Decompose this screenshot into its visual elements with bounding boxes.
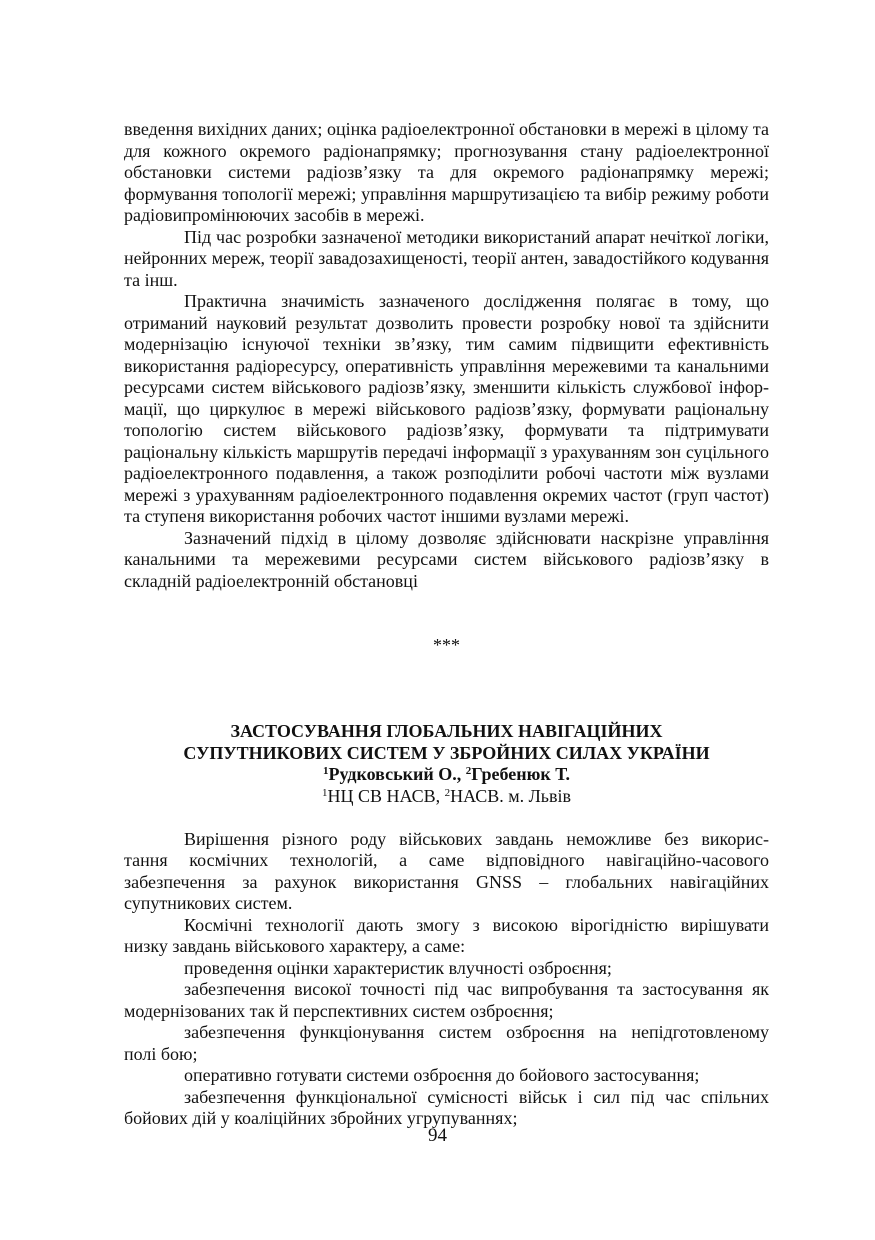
text-line: раціональну кількість маршрутів передачі інформації з урахуванням зон суцільного — [124, 441, 769, 462]
text-line: проведення оцінки характеристик влучності озброєння; — [184, 957, 612, 978]
body-text-bottom — [124, 829, 769, 1130]
text-line: введення вихідних даних; оцінка радіоелектронної обстановки в мережі в цілому та — [124, 119, 769, 139]
text-line: нейронних мереж, теорії завадозахищеності, теорії антен, завадостійкого кодування — [124, 248, 769, 268]
text-line: ресурсами систем військового радіозв’язку, зменшити кількість службової інфор- — [124, 377, 769, 397]
text-line: оперативно готувати системи озброєння до бойового застосування; — [184, 1065, 700, 1085]
text-line: забезпечення високої точності під час випробування та застосування як — [184, 979, 769, 999]
paragraph — [124, 979, 769, 1022]
text-line: бойових дій у коаліційних збройних угрупуваннях; — [124, 1108, 518, 1128]
text-line: забезпечення за рахунок використання GNSS – глобальних навігаційних — [124, 871, 769, 892]
text-line: та інш. — [124, 269, 178, 290]
paragraph — [124, 829, 769, 915]
text-line: та ступеня використання робочих частот іншими вузлами мережі. — [124, 506, 630, 526]
author-1-sup: 1 — [323, 765, 329, 777]
text-line: Вирішення різного роду військових завдань неможливе без викорис- — [184, 828, 769, 849]
article-affiliations — [124, 786, 769, 808]
paragraph — [124, 1022, 769, 1065]
page-number: 94 — [428, 1125, 447, 1146]
text-line: забезпечення функціональної сумісності військ і сил під час спільних — [184, 1086, 769, 1107]
paragraph — [124, 119, 769, 227]
section-separator: *** — [433, 635, 460, 655]
text-line: модернізацію існуючої техніки зв’язку, тим самим підвищити ефективність — [124, 334, 769, 354]
text-line: забезпечення функціонування систем озброєння на непідготовленому — [184, 1022, 769, 1042]
text-line: Під час розробки зазначеної методики використаний апарат нечіткої логіки, — [184, 226, 769, 247]
text-line: супутникових систем. — [124, 893, 293, 913]
affiliation-2-sup: 2 — [444, 786, 451, 799]
text-line: радіовипромінюючих засобів в мережі. — [124, 205, 425, 225]
text-line: використання радіоресурсу, оперативність управління мережевими та канальними — [124, 355, 769, 376]
author-2: Гребенюк Т. — [471, 764, 570, 784]
paragraph — [124, 528, 769, 593]
text-line: Практична значимість зазначеного дослідження полягає в тому, що — [184, 291, 769, 311]
body-text-top — [124, 119, 769, 592]
text-line: формування топології мережі; управління маршрутизацією та вибір режиму роботи — [124, 183, 769, 204]
paragraph — [124, 1065, 769, 1087]
text-line: модернізованих так й перспективних систем озброєння; — [124, 1000, 554, 1021]
text-line: для кожного окремого радіонапрямку; прогнозування стану радіоелектронної — [124, 140, 769, 161]
page-content — [124, 119, 769, 1130]
affiliation-2: НАСВ. м. Львів — [450, 785, 572, 806]
affiliation-1-sup: 1 — [321, 786, 328, 799]
text-line: тання космічних технологій, а саме відповідного навігаційно-часового — [124, 850, 769, 870]
paragraph — [124, 915, 769, 958]
text-line: радіоелектронного подавлення, а також розподілити робочі частоти між вузлами — [124, 463, 769, 483]
text-line: отриманий науковий результат дозволить провести розробку нової та здійснити — [124, 312, 769, 333]
paragraph — [124, 1087, 769, 1130]
text-line: обстановки системи радіозв’язку та для окремого радіонапрямку мережі; — [124, 162, 769, 182]
text-line: Зазначений підхід в цілому дозволяє здійснювати наскрізне управління — [184, 527, 769, 548]
paragraph — [124, 958, 769, 980]
text-line: мережі з урахуванням радіоелектронного подавлення окремих частот (груп частот) — [124, 484, 769, 505]
text-line: складній радіоелектронній обстановці — [124, 570, 418, 591]
text-line: низку завдань військового характеру, а саме: — [124, 936, 466, 956]
article-authors — [124, 764, 769, 786]
paragraph — [124, 227, 769, 292]
author-1: Рудковський О., — [328, 764, 462, 784]
text-line: полі бою; — [124, 1043, 198, 1064]
text-line: канальними та мережевими ресурсами систем військового радіозв’язку в — [124, 549, 769, 569]
article-title-line-2: СУПУТНИКОВИХ СИСТЕМ У ЗБРОЙНИХ СИЛАХ УКРАЇНИ — [183, 742, 710, 763]
affiliation-1: НЦ СВ НАСВ, — [327, 785, 441, 806]
article-title-line-1: ЗАСТОСУВАННЯ ГЛОБАЛЬНИХ НАВІГАЦІЙНИХ — [230, 721, 663, 741]
paragraph — [124, 291, 769, 528]
text-line: мації, що циркулює в мережі військового радіозв’язку, формувати раціональну — [124, 398, 769, 419]
text-line: топологію систем військового радіозв’язку, формувати та підтримувати — [124, 420, 769, 440]
text-line: Космічні технології дають змогу з високою вірогідністю вирішувати — [184, 914, 769, 935]
author-2-sup: 2 — [465, 765, 472, 777]
